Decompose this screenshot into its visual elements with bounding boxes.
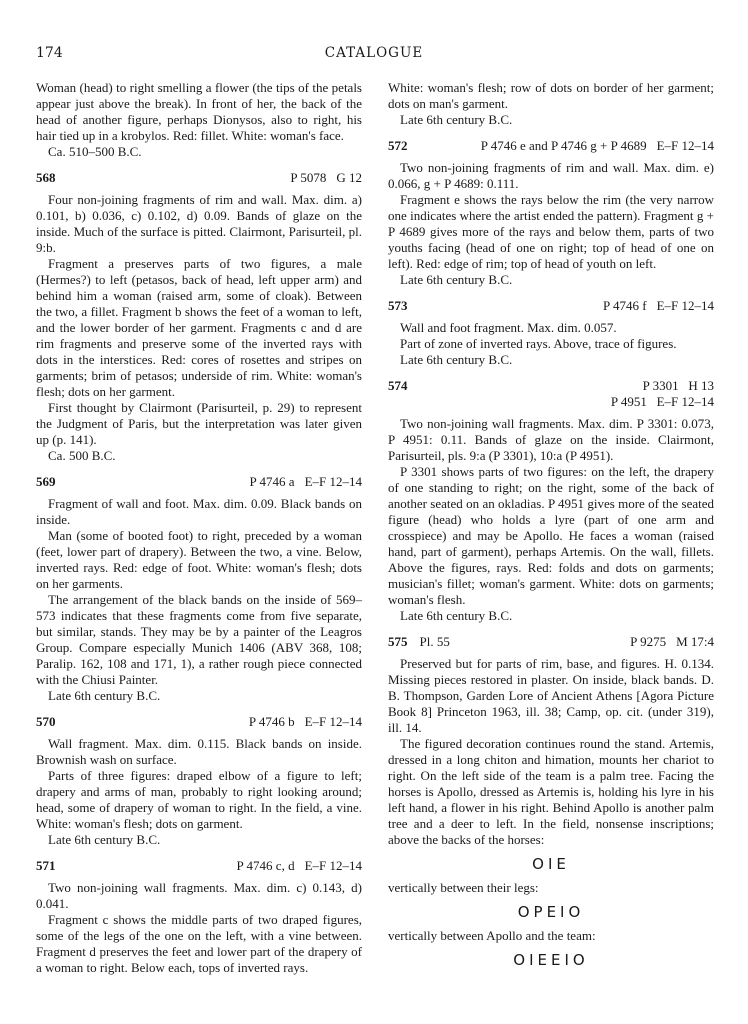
entry-569-description: Fragment of wall and foot. Max. dim. 0.09. Black bands on inside.	[36, 496, 362, 527]
entry-571-heading	[36, 858, 362, 874]
inventory-number: P 4746 c, d	[236, 858, 295, 873]
inventory-number: P 4746 a	[249, 474, 295, 489]
entry-number: 574	[388, 378, 408, 393]
intro-date: Ca. 510–500 B.C.	[48, 144, 142, 159]
grid-location: E–F 12–14	[656, 394, 714, 409]
entry-571-description: Two non-joining wall fragments. Max. dim. c) 0.143, d) 0.041.	[36, 880, 362, 911]
entry-572-description: Two non-joining fragments of rim and wall. Max. dim. e) 0.066, g + P 4689: 0.111.	[388, 160, 714, 191]
entry-572-date: Late 6th century B.C.	[400, 272, 513, 287]
inscription-2-label: vertically between their legs:	[388, 880, 539, 895]
inventory-number: P 9275	[630, 634, 667, 649]
entry-number: 569	[36, 474, 56, 489]
entry-570-description: Wall fragment. Max. dim. 0.115. Black bands on inside. Brownish wash on surface.	[36, 736, 362, 767]
entry-568-heading	[36, 170, 362, 186]
entry-570-date: Late 6th century B.C.	[48, 832, 161, 847]
page-header	[36, 45, 712, 65]
grid-location: E–F 12–14	[304, 474, 362, 489]
entry-number: 570	[36, 714, 56, 729]
inventory-numbers	[611, 378, 714, 410]
entry-570-heading	[36, 714, 362, 730]
left-column	[36, 80, 362, 976]
entry-number: 575	[388, 634, 408, 649]
entry-575-description: Preserved but for parts of rim, base, and figures. H. 0.134. Missing pieces restored in plaster. On inside, black bands. D. B. Thompson, Garden Lore of Ancient Athens [Agora Picture Book 8] Princeton 1963, ill. 38; Camp, op. cit. (under 319), ill. 14.	[388, 656, 714, 735]
inscription-3: OIEEIO	[513, 951, 589, 969]
grid-location: E–F 12–14	[656, 298, 714, 313]
entry-569-date: Late 6th century B.C.	[48, 688, 161, 703]
entry-575-decoration: The figured decoration continues round the stand. Artemis, dressed in a long chiton and himation, mounts her chariot to right. On the left side of the team is a palm tree. Facing the horses is Apollo, dressed as Artemis is, holding his lyre in his left hand, a flower in his right. Behind Apollo is another palm tree and a deer to left. In the field, nonsense inscriptions; above the backs of the horses:	[388, 736, 714, 847]
entry-573-date: Late 6th century B.C.	[400, 352, 513, 367]
entry-568-description: Four non-joining fragments of rim and wall. Max. dim. a) 0.101, b) 0.036, c) 0.102, d) 0.09. Bands of glaze on the inside. Much of the surface is pitted. Clairmont, Parisurteil, pl. 9:b.	[36, 192, 362, 255]
entry-574-date: Late 6th century B.C.	[400, 608, 513, 623]
grid-location: E–F 12–14	[304, 858, 362, 873]
continued-paragraph: White: woman's flesh; row of dots on border of her garment; dots on man's garment.	[388, 80, 714, 111]
inscription-3-label: vertically between Apollo and the team:	[388, 928, 596, 943]
page-number: 174	[36, 45, 63, 61]
continued-date: Late 6th century B.C.	[400, 112, 513, 127]
entry-570-figures: Parts of three figures: draped elbow of a figure to left; drapery and arms of man, probably to right looking around; head, some of drapery of woman to right. In the field, a vine. White: woman's flesh; dots on garment.	[36, 768, 362, 831]
inventory-number: P 4746 f	[603, 298, 647, 313]
entry-569-heading	[36, 474, 362, 490]
entry-568-fragments: Fragment a preserves parts of two figures, a male (Hermes?) to left (petasos, back of head, left upper arm) and behind him a woman (raised arm, some of cloak). Between the two, a fillet. Fragment b shows the feet of a woman to left, and the lower border of her garment. Fragments c and d are rim fragments and preserve some of the inverted rays with dots in the interstices. Red: cores of rosettes and stripes on garments; brim of petasos; underside of rim. White: woman's flesh; dots on her garment.	[36, 256, 362, 399]
entry-number: 573	[388, 298, 408, 313]
entry-574-description: Two non-joining wall fragments. Max. dim. P 3301: 0.073, P 4951: 0.11. Bands of glaze on the inside. Clairmont, Parisurteil, pls. 9:a (P 3301), 10:a (P 4951).	[388, 416, 714, 463]
entry-568-interpretation: First thought by Clairmont (Parisurteil, p. 29) to represent the Judgment of Paris, but the interpretation was later given up (p. 141).	[36, 400, 362, 447]
entry-number: 568	[36, 170, 56, 185]
grid-location: E–F 12–14	[304, 714, 362, 729]
entry-574-heading	[388, 378, 714, 410]
inventory-number: P 4746 e and P 4746 g + P 4689	[480, 138, 647, 153]
inventory-number: P 3301	[642, 378, 679, 393]
entry-572-fragments: Fragment e shows the rays below the rim (the very narrow one indicates where the artist ended the pattern). Fragment g + P 4689 gives more of the rays and below them, parts of two youths facing (head of one on right; top of head of one on left). Red: edge of rim; top of head of youth on left.	[388, 192, 714, 271]
inscription-1: OIE	[532, 855, 570, 873]
entry-573-heading	[388, 298, 714, 314]
entry-575-heading	[388, 634, 714, 650]
entry-569-discussion: The arrangement of the black bands on the inside of 569–573 indicates that these fragments come from five separate, but similar, stands. They may be by a painter of the Leagros Group. Compare especially Munich 1406 (ABV 368, 108; Paralip. 162, 108 and 171, 1), a rather rough piece connected with the Chiusi Painter.	[36, 592, 362, 687]
inventory-number: P 4746 b	[248, 714, 295, 729]
entry-571-fragments: Fragment c shows the middle parts of two draped figures, some of the legs of the one on the left, with a vine between. Fragment d preserves the feet and lower part of the drapery of a woman to right. Below each, tops of inverted rays.	[36, 912, 362, 975]
entry-number: 572	[388, 138, 408, 153]
entry-574-figures: P 3301 shows parts of two figures: on the left, the drapery of one standing to right; on the right, some of the back of another seated on an okladias. P 4951 gives more of the seated figure (head) who holds a lyre (part of one arm and crosspiece) and may be Apollo. He faces a woman (raised hand, part of garment), perhaps Artemis. On the wall, fillets. Above the figures, rays. Red: folds and dots on garments; musician's fillet; woman's garment. White: dots on garments; woman's flesh.	[388, 464, 714, 607]
entry-572-heading	[388, 138, 714, 154]
grid-location: M 17:4	[676, 634, 714, 649]
grid-location: G 12	[336, 170, 362, 185]
plate-reference: Pl. 55	[419, 634, 450, 649]
grid-location: H 13	[688, 378, 714, 393]
running-title: CATALOGUE	[324, 45, 424, 61]
entry-573-description: Wall and foot fragment. Max. dim. 0.057.	[400, 320, 617, 335]
right-column	[388, 80, 714, 976]
inventory-number: P 5078	[290, 170, 327, 185]
inscription-2: OPEIO	[517, 903, 585, 921]
entry-568-date: Ca. 500 B.C.	[48, 448, 116, 463]
intro-paragraph: Woman (head) to right smelling a flower (the tips of the petals appear just above the break). In front of her, the back of the head of another figure, perhaps Dionysos, also to right, his hair tied up in a krobylos. Red: fillet. White: woman's face.	[36, 80, 362, 143]
entry-573-decoration: Part of zone of inverted rays. Above, trace of figures.	[400, 336, 677, 351]
grid-location: E–F 12–14	[656, 138, 714, 153]
entry-569-figures: Man (some of booted foot) to right, preceded by a woman (feet, lower part of drapery). Between the two, a vine. Below, inverted rays. Red: edge of foot. White: woman's flesh; dots on her garments.	[36, 528, 362, 591]
inventory-number: P 4951	[610, 394, 647, 409]
entry-number: 571	[36, 858, 56, 873]
